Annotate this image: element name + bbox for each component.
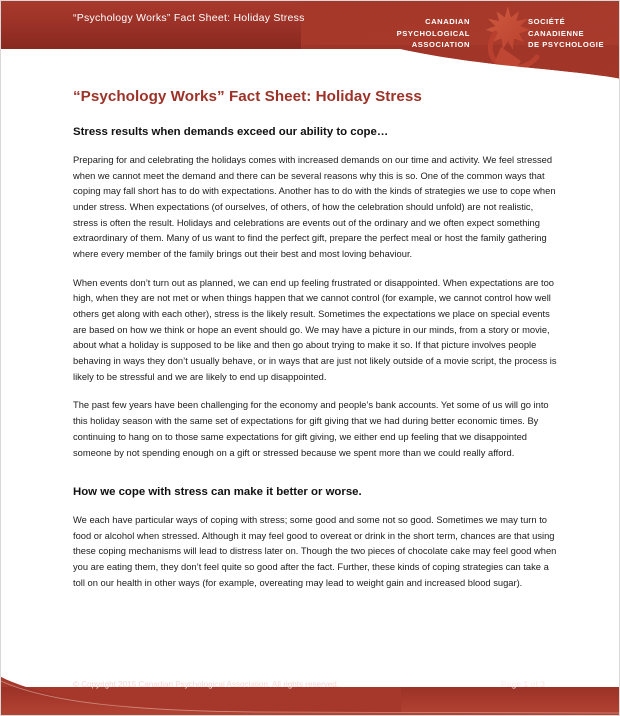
logo-fr-line-1: SOCIÉTÉ — [528, 17, 566, 26]
section-heading-1: Stress results when demands exceed our ability to cope… — [73, 126, 389, 138]
footer-page-number — [501, 679, 545, 689]
logo-en-line-3: ASSOCIATION — [411, 40, 470, 50]
footer-page-label: Page — [501, 679, 522, 689]
paragraph: We each have particular ways of coping with stress; some good and some not so good. Sometimes we may turn to food or alcohol when stressed. Although it may feel good to overeat or drink in the short term, chances are that using these coping mechanisms will lead to distress later on. Though the two pieces of chocolate cake may feel good when you are eating them, they don’t feel quite so good after the fact. Further, these kinds of coping strategies can take a toll on our health in other ways (for example, overeating may lead to weight gain and increased blood sugar). — [73, 515, 557, 588]
logo-en-line-2: PSYCHOLOGICAL — [396, 28, 470, 38]
logo-en-line-1: CANADIAN — [425, 17, 470, 26]
footer-page-current: 1 — [523, 679, 529, 689]
footer-banner-graphic — [1, 625, 620, 715]
section-heading-2: How we cope with stress can make it better or worse. — [73, 486, 362, 499]
footer-page-of: of — [530, 679, 538, 689]
paragraph: When events don’t turn out as planned, we can end up feeling frustrated or disappointed. When expectations are too high, when they are not met or when things happen that we cannot control (for example, we cannot control how well others get along with each other), stress is the likely result. Sometimes the expectations we place on special events are based on how we think or hope an event should go. We may have a picture in our minds, from a story or movie, about what a holiday is supposed to be like and then go about trying to make it so. If that picture involves people behaving in ways they don’t usually behave, or in ways that are just not likely outside of a movie script, the process is likely to be stressful and we are likely to end up disappointed. — [73, 277, 557, 382]
logo-text-french — [528, 16, 620, 51]
logo-fr-line-3: DE PSYCHOLOGIE — [528, 40, 605, 50]
page-title: “Psychology Works” Fact Sheet: Holiday Stress — [73, 88, 422, 105]
footer-copyright: © Copyright 2015 Canadian Psychological Association. All rights reserved. — [73, 680, 340, 689]
page-footer — [1, 625, 620, 715]
paragraph: The past few years have been challenging for the economy and people’s bank accounts. Yet some of us will go into this holiday season with the same set of expectations for gift giving that we had during better economic times. By continuing to hang on to those same expectations for gift giving, we either end up feeling that we disappointed someone by not spending enough on a gift or stressed because we spent more than we could really afford. — [73, 400, 549, 458]
footer-page-total: 3 — [540, 679, 545, 689]
paragraph: Preparing for and celebrating the holidays comes with increased demands on our time and activity. We feel stressed when we cannot meet the demand and there can be several reasons why this is so. One of the common ways that coping may fall short has to do with expectations. Another has to do with the kinds of strategies we use to cope when under stress. When expectations (of ourselves, of others, of how the celebration should unfold) are not realistic, stress is often the result. Holidays and celebrations are events out of the ordinary and we often expect something extraordinary of them. Many of us want to find the perfect gift, prepare the perfect meal or host the family gathering where every member of the family brings out their best and most loving behaviour. — [73, 154, 556, 259]
header-document-title: “Psychology Works” Fact Sheet: Holiday Stress — [73, 12, 305, 24]
page-header — [1, 1, 620, 81]
document-body — [1, 81, 620, 591]
logo-text-english — [380, 16, 470, 51]
logo-fr-line-2: CANADIENNE — [528, 28, 585, 38]
